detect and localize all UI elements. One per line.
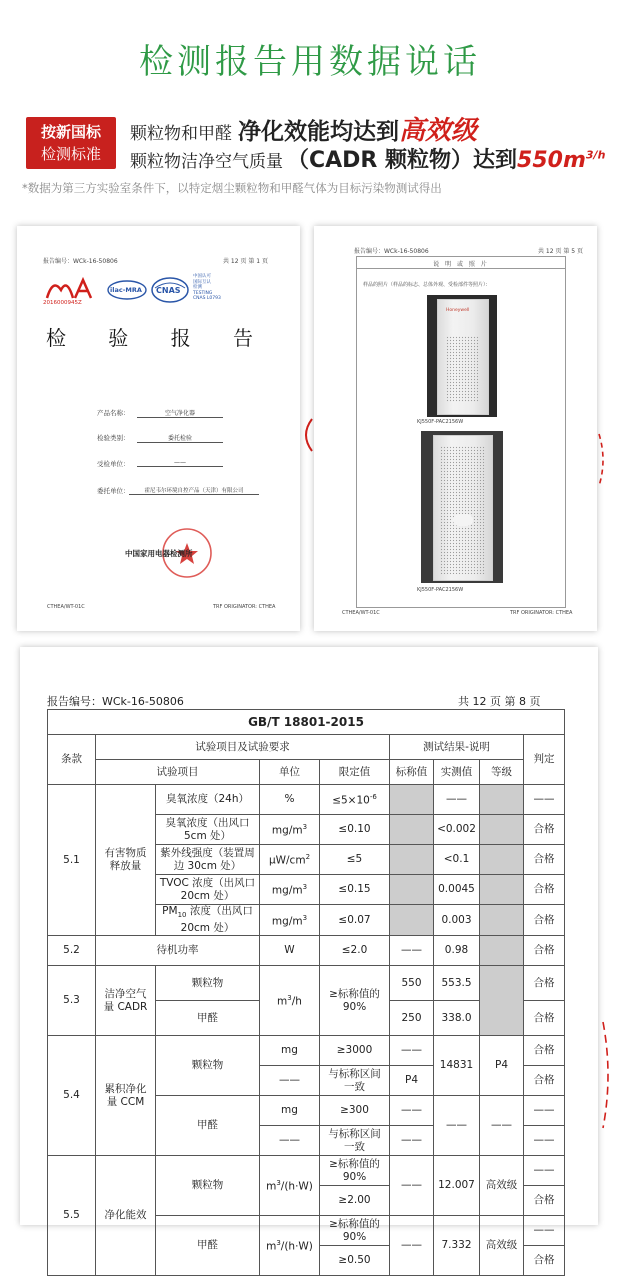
nominal	[390, 785, 434, 815]
table-row	[48, 936, 565, 966]
institute-name: 中国家用电器检测所	[125, 549, 193, 558]
col-item: 试验项目	[96, 760, 260, 785]
field-value-product: 空气净化器	[137, 408, 223, 418]
item-pm10: $PM_{10}$ 浓度（出风口 20cm 处）	[156, 905, 260, 936]
measured: 12.007	[434, 1156, 480, 1216]
item-uv: 紫外线强度（装置周边 30cm 处）	[156, 845, 260, 875]
limit: ≤0.15	[320, 875, 390, 905]
clause-5-5: 5.5	[48, 1156, 96, 1276]
claim1-prefix: 颗粒物和甲醛	[130, 124, 232, 144]
claim2-prefix: 颗粒物洁净空气质量	[130, 152, 283, 172]
grille-pattern	[446, 336, 480, 402]
ilac-logo-text: ilac-MRA	[110, 286, 142, 294]
measured: 14831	[434, 1036, 480, 1096]
limit: ≥标称值的 90%	[320, 966, 390, 1036]
limit: ≥标称值的 90%	[320, 1216, 390, 1246]
table-row	[48, 1156, 565, 1186]
limit: ≥3000	[320, 1036, 390, 1066]
ilac-logo-icon	[107, 280, 147, 300]
item-tvoc: TVOC 浓度（出风口 20cm 处）	[156, 875, 260, 905]
col-grade: 等级	[480, 760, 524, 785]
field-label-product: 产品名称：	[97, 409, 130, 417]
nominal: P4	[390, 1066, 434, 1096]
col-nominal: 标称值	[390, 760, 434, 785]
claim1-highlight: 高效级	[399, 116, 478, 146]
table-row	[48, 1036, 565, 1066]
unit: $m^3/(h\cdot W)$	[260, 1156, 320, 1216]
item-cadr-pm: 颗粒物	[156, 966, 260, 1001]
grade	[480, 905, 524, 936]
verdict: 合格	[524, 966, 565, 1001]
field-label-category: 检验类别：	[97, 434, 130, 442]
unit: mg	[260, 1036, 320, 1066]
verdict: 合格	[524, 936, 565, 966]
test-results-table	[47, 709, 565, 1276]
report-cover-page	[17, 226, 300, 631]
photo-1	[427, 295, 497, 417]
unit: $\mu W/cm^2$	[260, 845, 320, 875]
clause-5-2: 5.2	[48, 936, 96, 966]
limit: ≥0.50	[320, 1246, 390, 1276]
nominal	[390, 875, 434, 905]
field-value-client: 霍尼韦尔环境自控产品（天津）有限公司	[129, 486, 259, 495]
nominal: ——	[390, 1216, 434, 1276]
page-number: 共 12 页 第 8 页	[458, 695, 541, 708]
limit: 与标称区间一致	[320, 1066, 390, 1096]
badge-line2: 检测标准	[40, 145, 101, 163]
page-number: 共 12 页 第 5 页	[538, 248, 583, 255]
measured: ——	[434, 785, 480, 815]
measured: 0.003	[434, 905, 480, 936]
test-note: *数据为第三方实验室条件下，以特定烟尘颗粒物和甲醛气体为目标污染物测试得出	[22, 181, 442, 195]
nominal: ——	[390, 1156, 434, 1216]
verdict: ——	[524, 1216, 565, 1246]
page-number: 共 12 页 第 1 页	[223, 258, 268, 265]
brand-label: Honeywell	[446, 308, 470, 313]
clause-5-1: 5.1	[48, 785, 96, 936]
verdict: 合格	[524, 905, 565, 936]
limit: $\le 5\times 10^{-6}$	[320, 785, 390, 815]
grade	[480, 785, 524, 815]
item-ccm-pm: 颗粒物	[156, 1036, 260, 1096]
col-limit: 限定值	[320, 760, 390, 785]
measured: ——	[434, 1096, 480, 1156]
field-value-category: 委托检验	[137, 433, 223, 443]
unit: $mg/m^3$	[260, 875, 320, 905]
report-results-page	[20, 647, 598, 1267]
verdict: 合格	[524, 1066, 565, 1096]
report-number: 报告编号：WCk-16-50806	[354, 248, 429, 255]
nominal: 250	[390, 1001, 434, 1036]
field-value-inspected: ——	[137, 459, 223, 467]
grade: ——	[480, 1096, 524, 1156]
grade: 高效级	[480, 1216, 524, 1276]
col-measured: 实测值	[434, 760, 480, 785]
report-title: 检 验 报 告	[45, 326, 272, 350]
verdict: ——	[524, 785, 565, 815]
accreditation-logos	[43, 274, 243, 310]
nominal: ——	[390, 1126, 434, 1156]
group-efficiency: 净化能效	[96, 1156, 156, 1276]
clause-5-3: 5.3	[48, 966, 96, 1036]
unit: $m^3/h$	[260, 966, 320, 1036]
nominal: ——	[390, 1036, 434, 1066]
nominal	[390, 905, 434, 936]
unit: ——	[260, 1126, 320, 1156]
photo-2-label: KJ550F-PAC2156W	[417, 587, 464, 593]
verdict: ——	[524, 1126, 565, 1156]
claim2-highlight	[517, 148, 605, 173]
group-ccm: 累积净化量 CCM	[96, 1036, 156, 1156]
grade	[480, 966, 524, 1036]
unit: $mg/m^3$	[260, 815, 320, 845]
col-unit: 单位	[260, 760, 320, 785]
group-cadr: 洁净空气量 CADR	[96, 966, 156, 1036]
claim2-unit: 3/h	[585, 148, 606, 162]
photo-caption: 样品的照片（样品的标志、总体外观、受检部件等照片）：	[363, 282, 491, 288]
measured: 7.332	[434, 1216, 480, 1276]
nominal	[390, 845, 434, 875]
verdict: ——	[524, 1096, 565, 1126]
grade: 高效级	[480, 1156, 524, 1216]
grade: P4	[480, 1036, 524, 1096]
standard-header: GB/T 18801-2015	[48, 710, 565, 735]
grade	[480, 936, 524, 966]
col-verdict: 判定	[524, 735, 565, 785]
claim-cadr	[130, 143, 605, 174]
report-photo-page	[314, 226, 597, 631]
item-standby-power: 待机功率	[96, 936, 260, 966]
nominal	[390, 815, 434, 845]
verdict: 合格	[524, 1001, 565, 1036]
unit: $mg/m^3$	[260, 905, 320, 936]
cnas-caption: 中国认可 国际互认 检测 TESTING CNAS L0793	[193, 274, 221, 301]
clause-5-4: 5.4	[48, 1036, 96, 1156]
ma-code: 2016000945Z	[43, 300, 82, 306]
verdict: 合格	[524, 1186, 565, 1216]
photo-1-label: KJ550F-PAC2156W	[417, 419, 464, 425]
claim-efficiency	[130, 110, 477, 147]
unit: W	[260, 936, 320, 966]
col-results: 测试结果-说明	[390, 735, 524, 760]
photo-frame	[356, 268, 566, 608]
claim2-value: 550m	[517, 148, 586, 173]
measured: 0.0045	[434, 875, 480, 905]
item-eff-hcho: 甲醛	[156, 1216, 260, 1276]
table-row	[48, 966, 565, 1001]
footer-left: CTHEA/WT-01C	[47, 604, 85, 610]
measured: 553.5	[434, 966, 480, 1001]
measured: 0.98	[434, 936, 480, 966]
col-clause: 条款	[48, 735, 96, 785]
photo-2	[421, 431, 503, 583]
unit: $m^3/(h\cdot W)$	[260, 1216, 320, 1276]
limit: ≥标称值的 90%	[320, 1156, 390, 1186]
page-title: 检测报告用数据说话	[139, 42, 481, 82]
cnas-logo-icon	[151, 276, 189, 304]
side-stamp-mark-lower	[599, 1020, 613, 1134]
unit: ——	[260, 1066, 320, 1096]
unit: %	[260, 785, 320, 815]
footer-right: TRF ORIGINATOR: CTHEA	[510, 610, 573, 616]
item-cadr-hcho: 甲醛	[156, 1001, 260, 1036]
item-ccm-hcho: 甲醛	[156, 1096, 260, 1156]
limit: ≤2.0	[320, 936, 390, 966]
cnas-logo-text: CNAS	[156, 286, 181, 295]
limit: ≤0.07	[320, 905, 390, 936]
verdict: 合格	[524, 815, 565, 845]
limit: ≤5	[320, 845, 390, 875]
photo-heading: 说 明 或 照 片	[433, 261, 489, 268]
verdict: 合格	[524, 875, 565, 905]
table-row	[48, 785, 565, 815]
badge-line1: 按新国标	[40, 123, 101, 141]
report-number: 报告编号：WCk-16-50806	[43, 258, 118, 265]
limit: 与标称区间一致	[320, 1126, 390, 1156]
report-number: 报告编号：WCk-16-50806	[47, 695, 184, 708]
verdict: 合格	[524, 1036, 565, 1066]
nominal: ——	[390, 1096, 434, 1126]
grade	[480, 845, 524, 875]
limit: ≤0.10	[320, 815, 390, 845]
claim2-mid: （CADR 颗粒物）达到	[287, 148, 518, 173]
measured: 338.0	[434, 1001, 480, 1036]
col-items-requirements: 试验项目及试验要求	[96, 735, 390, 760]
standard-badge	[26, 117, 116, 169]
verdict: 合格	[524, 1246, 565, 1276]
side-stamp-mark	[597, 430, 609, 494]
grade	[480, 815, 524, 845]
grade	[480, 875, 524, 905]
field-label-inspected: 受检单位：	[97, 460, 130, 468]
item-ozone-24h: 臭氧浓度（24h）	[156, 785, 260, 815]
purifier-back	[433, 435, 493, 581]
item-ozone-outlet: 臭氧浓度（出风口 5cm 处）	[156, 815, 260, 845]
measured: <0.1	[434, 845, 480, 875]
limit: ≥2.00	[320, 1186, 390, 1216]
group-harmful: 有害物质释放量	[96, 785, 156, 936]
field-label-client: 委托单位：	[97, 487, 130, 495]
nominal: ——	[390, 936, 434, 966]
verdict: 合格	[524, 845, 565, 875]
claim1-mid: 净化效能均达到	[238, 119, 399, 145]
purifier-front	[437, 299, 489, 415]
limit: ≥300	[320, 1096, 390, 1126]
item-eff-pm: 颗粒物	[156, 1156, 260, 1216]
grille-pattern-back	[440, 446, 486, 574]
footer-right: TRF ORIGINATOR: CTHEA	[213, 604, 276, 610]
nominal: 550	[390, 966, 434, 1001]
footer-left: CTHEA/WT-01C	[342, 610, 380, 616]
measured: <0.002	[434, 815, 480, 845]
unit: mg	[260, 1096, 320, 1126]
verdict: ——	[524, 1156, 565, 1186]
